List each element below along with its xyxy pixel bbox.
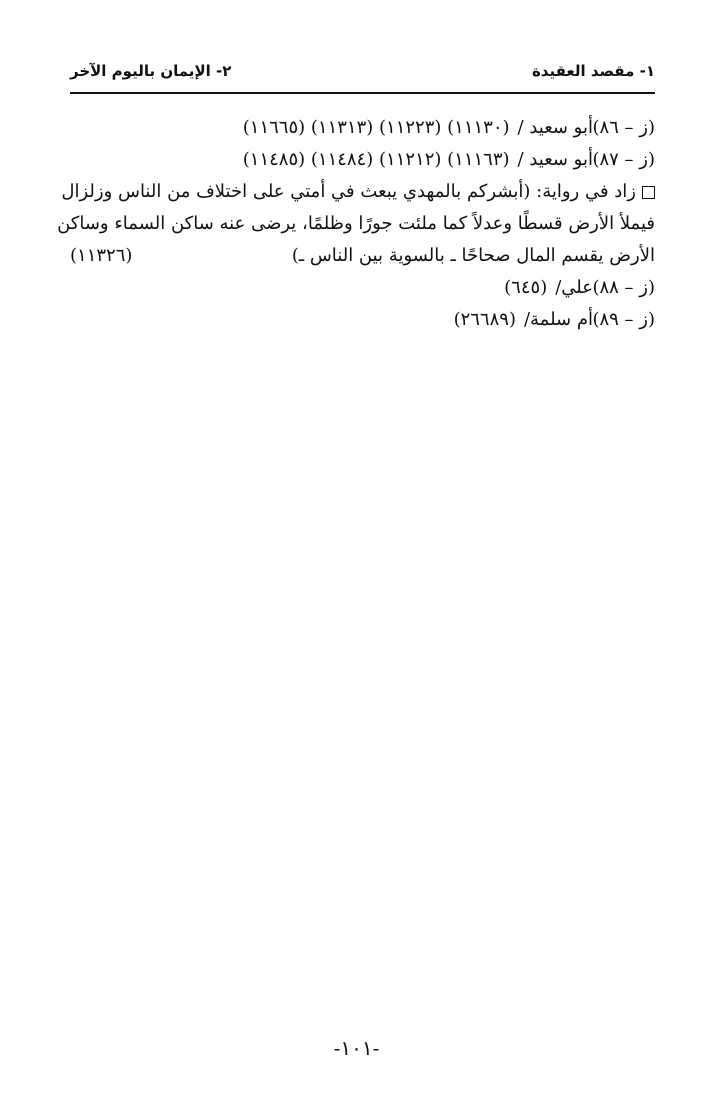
entry-ref: (ز – ٨٩) (592, 309, 655, 330)
page-number: -١٠١- (333, 1036, 380, 1060)
entry-88 (70, 272, 655, 304)
entry-narrator: أم سلمة/ (523, 309, 593, 330)
entry-narrator: علي/ (555, 277, 593, 298)
page-body (57, 112, 655, 336)
section-title: ٢- الإيمان باليوم الآخر (70, 62, 232, 80)
entry-numbers: (٦٤٥) (504, 277, 548, 298)
note-text-3: الأرض يقسم المال صحاحًا ـ بالسوية بين الناس ـ) (291, 245, 655, 266)
entry-numbers: (١١١٣٠) (١١٢٢٣) (١١٣١٣) (١١٦٦٥) (242, 117, 510, 138)
entry-numbers: (٢٦٦٨٩) (453, 309, 516, 330)
entry-ref: (ز – ٨٧) (592, 149, 655, 170)
note-ref: (١١٣٢٦) (70, 245, 133, 266)
entry-ref: (ز – ٨٨) (592, 277, 655, 298)
chapter-title: ١- مقصد العقيدة (531, 62, 655, 80)
note-line-3 (70, 240, 655, 272)
note-line-2: فيملأ الأرض قسطًا وعدلاً كما ملئت جورًا وظلمًا، يرضى عنه ساكن السماء وساكن (57, 213, 655, 234)
note-line-1 (61, 176, 655, 208)
entry-ref: (ز – ٨٦) (592, 117, 655, 138)
narration-note (57, 176, 655, 272)
entry-86 (70, 112, 655, 144)
entry-87 (70, 144, 655, 176)
entry-narrator: أبو سعيد / (517, 117, 593, 138)
note-text-1: زاد في رواية: (أبشركم بالمهدي يبعث في أمتي على اختلاف من الناس وزلزال (61, 181, 636, 202)
entry-narrator: أبو سعيد / (517, 149, 593, 170)
entry-89 (70, 304, 655, 336)
running-header (70, 58, 655, 94)
entry-numbers: (١١١٦٣) (١١٢١٢) (١١٤٨٤) (١١٤٨٥) (242, 149, 510, 170)
header-divider (70, 92, 655, 94)
square-bullet-icon (642, 186, 655, 199)
